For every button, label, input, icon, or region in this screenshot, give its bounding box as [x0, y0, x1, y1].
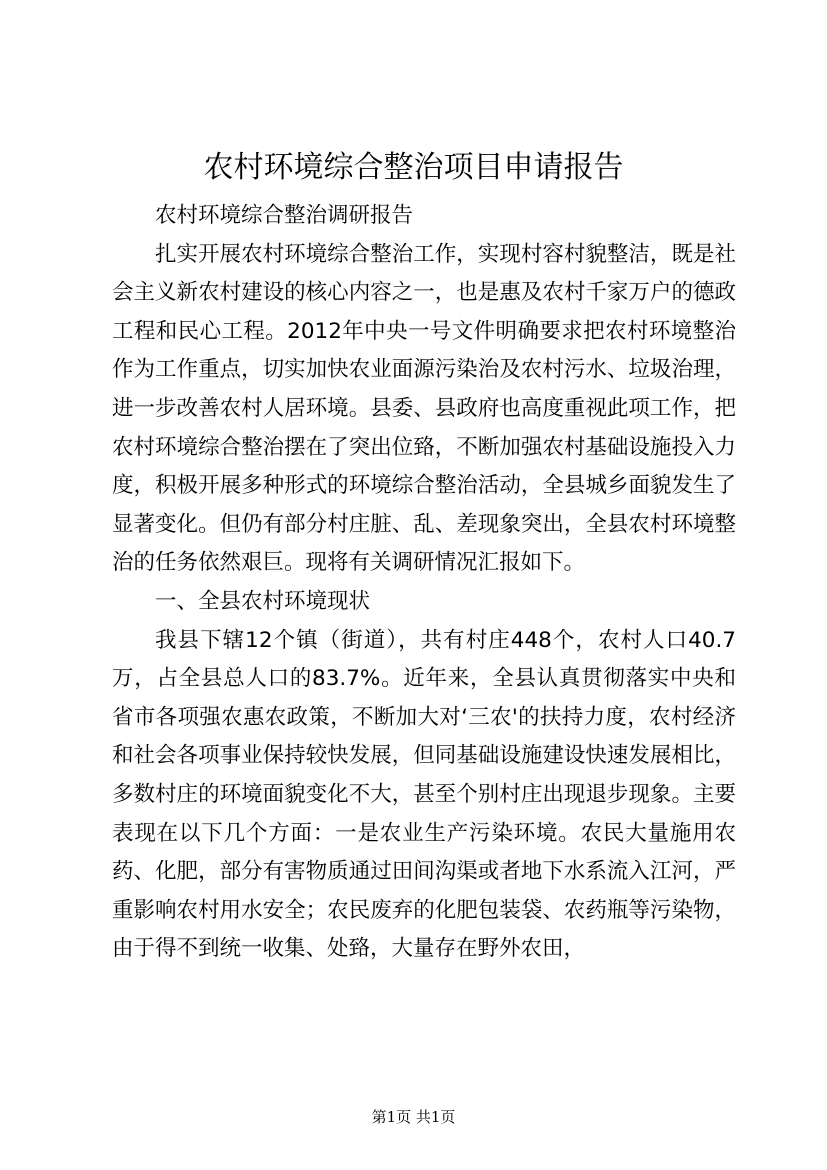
paragraph-subtitle: 农村环境综合整治调研报告	[155, 203, 414, 228]
section-heading-1: 一、全县农村环境现状	[155, 588, 371, 614]
paragraph-status: 我县下辖12个镇（街道），共有村庄448个，农村人口40.7万，占全县总人口的83.7%。近年来，全县认真贯彻落实中央和省市各项强农惠农政策，不断加大对‘三农'的扶持力度，农村经济和社会各项事业保持较快发展，但同基础设施建设快速发展相比，多数村庄的环境面貌变化不大，甚至个别村庄出现退步现象。主要表现在以下几个方面：一是农业生产污染环境。农民大量施用农药、化肥，部分有害物质通过田间沟渠或者地下水系流入江河，严重影响农村用水安全；农民废弃的化肥包装袋、农药瓶等污染物，由于得不到统一收集、处臵，大量存在野外农田，	[112, 627, 736, 962]
paragraph-intro: 扎实开展农村环境综合整治工作，实现村容村貌整洁，既是社会主义新农村建设的核心内容之一，也是惠及农村千家万户的德政工程和民心工程。2012年中央一号文件明确要求把农村环境整治作为工作重点，切实加快农业面源污染治及农村污水、垃圾治理，进一步改善农村人居环境。县委、县政府也高度重视此项工作，把农村环境综合整治摆在了突出位臵，不断加强农村基础设施投入力度，积极开展多种形式的环境综合整治活动，全县城乡面貌发生了显著变化。但仍有部分村庄脏、乱、差现象突出，全县农村环境整治的任务依然艰巨。现将有关调研情况汇报如下。	[112, 241, 736, 576]
document-title: 农村环境综合整治项目申请报告	[203, 150, 624, 185]
page-footer: 第1页 共1页	[371, 1108, 456, 1126]
document-body	[112, 197, 736, 969]
